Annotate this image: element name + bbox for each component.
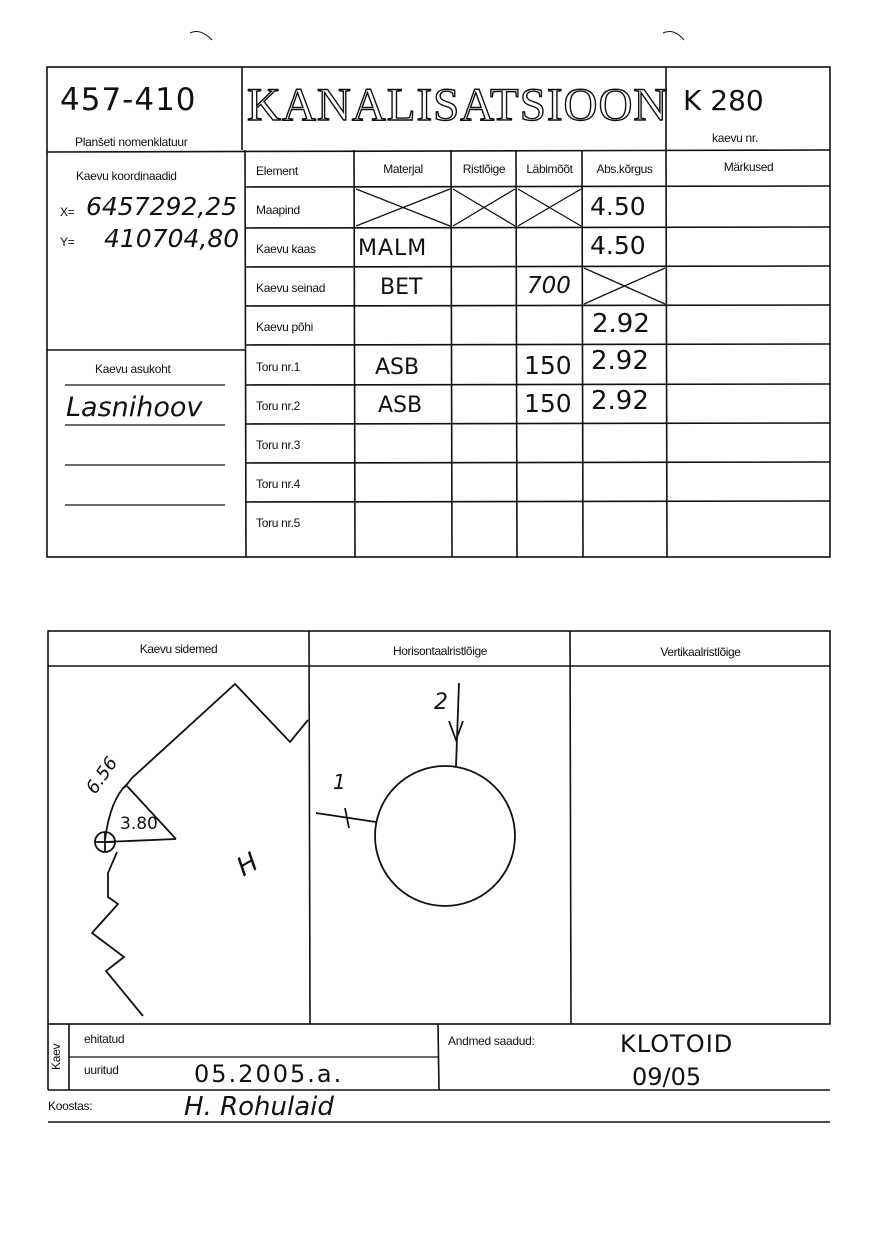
y-prefix: Y= — [60, 235, 75, 249]
row-label-toru-3: Toru nr.3 — [256, 438, 300, 452]
kaas-materjal-value: MALM — [358, 236, 428, 261]
built-label: ehitatud — [84, 1032, 125, 1046]
toru2-labimoot-value: 150 — [524, 389, 572, 418]
row-label-kaevu-seinad: Kaevu seinad — [256, 281, 326, 295]
toru1-abs-value: 2.92 — [591, 346, 649, 376]
form-title: KANALISATSIOON — [247, 79, 669, 131]
seinad-materjal-value: BET — [380, 275, 423, 300]
row-label-toru-2: Toru nr.2 — [256, 399, 300, 413]
col-header-markused: Märkused — [723, 160, 774, 174]
col-header-ristloige: Ristlõige — [462, 162, 506, 176]
toru2-materjal-value: ASB — [378, 393, 423, 418]
toru1-labimoot-value: 150 — [524, 351, 572, 380]
tie-distance-2: 3.80 — [120, 814, 158, 834]
toru2-abs-value: 2.92 — [591, 386, 649, 416]
location-value: Lasnihoov — [66, 392, 203, 423]
horizontal-section-label: Horisontaalristlõige — [392, 644, 488, 658]
well-cross-section-sketch — [316, 683, 515, 906]
data-from-date: 09/05 — [632, 1063, 702, 1091]
maapind-materjal-cross — [356, 189, 450, 226]
sheet-number-label: Planšeti nomenklatuur — [75, 135, 188, 149]
y-coordinate: 410704,80 — [104, 224, 240, 253]
seinad-abs-cross — [584, 268, 665, 304]
row-label-maapind: Maapind — [256, 203, 300, 217]
row-label-toru-4: Toru nr.4 — [256, 477, 300, 491]
col-header-abs: Abs.kõrgus — [596, 162, 653, 176]
tie-distance-1: 6.56 — [82, 753, 123, 799]
pipe-1-label: 1 — [333, 770, 346, 794]
col-header-materjal: Materjal — [383, 162, 423, 176]
row-label-toru-1: Toru nr.1 — [256, 360, 300, 374]
x-coordinate: 6457292,25 — [86, 192, 238, 221]
data-from-value: KLOTOID — [620, 1030, 734, 1058]
row-label-kaevu-kaas: Kaevu kaas — [256, 242, 316, 256]
maapind-ristloige-cross — [453, 189, 515, 226]
location-label: Kaevu asukoht — [95, 362, 171, 376]
pohi-abs-value: 2.92 — [592, 309, 650, 339]
seinad-labimoot-value: 700 — [527, 273, 571, 299]
pipe-2-label: 2 — [434, 690, 448, 715]
compiled-value: H. Rohulaid — [184, 1092, 334, 1122]
kaas-abs-value: 4.50 — [590, 231, 646, 260]
building-mark: H — [231, 847, 264, 883]
coordinates-label: Kaevu koordinaadid — [76, 169, 177, 183]
maapind-abs-value: 4.50 — [590, 192, 646, 221]
well-number: K 280 — [683, 84, 764, 117]
ties-section-label: Kaevu sidemed — [139, 642, 218, 656]
col-header-labimoot: Läbimõõt — [526, 162, 573, 176]
row-label-toru-5: Toru nr.5 — [256, 516, 300, 530]
well-number-label: kaevu nr. — [712, 131, 758, 145]
building-outline-sketch — [92, 684, 308, 1016]
row-label-kaevu-pohi: Kaevu põhi — [256, 320, 314, 334]
kaev-label: Kaev — [49, 1043, 63, 1070]
sheet-number: 457-410 — [60, 82, 197, 118]
surveyed-value: 05.2005.a. — [194, 1060, 344, 1088]
compiled-label: Koostas: — [48, 1099, 93, 1113]
data-from-label: Andmed saadud: — [448, 1034, 535, 1048]
col-header-element: Element — [256, 164, 298, 178]
toru1-materjal-value: ASB — [375, 355, 420, 380]
surveyed-label: uuritud — [84, 1063, 119, 1077]
maapind-labimoot-cross — [518, 189, 581, 226]
x-prefix: X= — [60, 205, 75, 219]
vertical-section-label: Vertikaalristlõige — [660, 645, 741, 659]
